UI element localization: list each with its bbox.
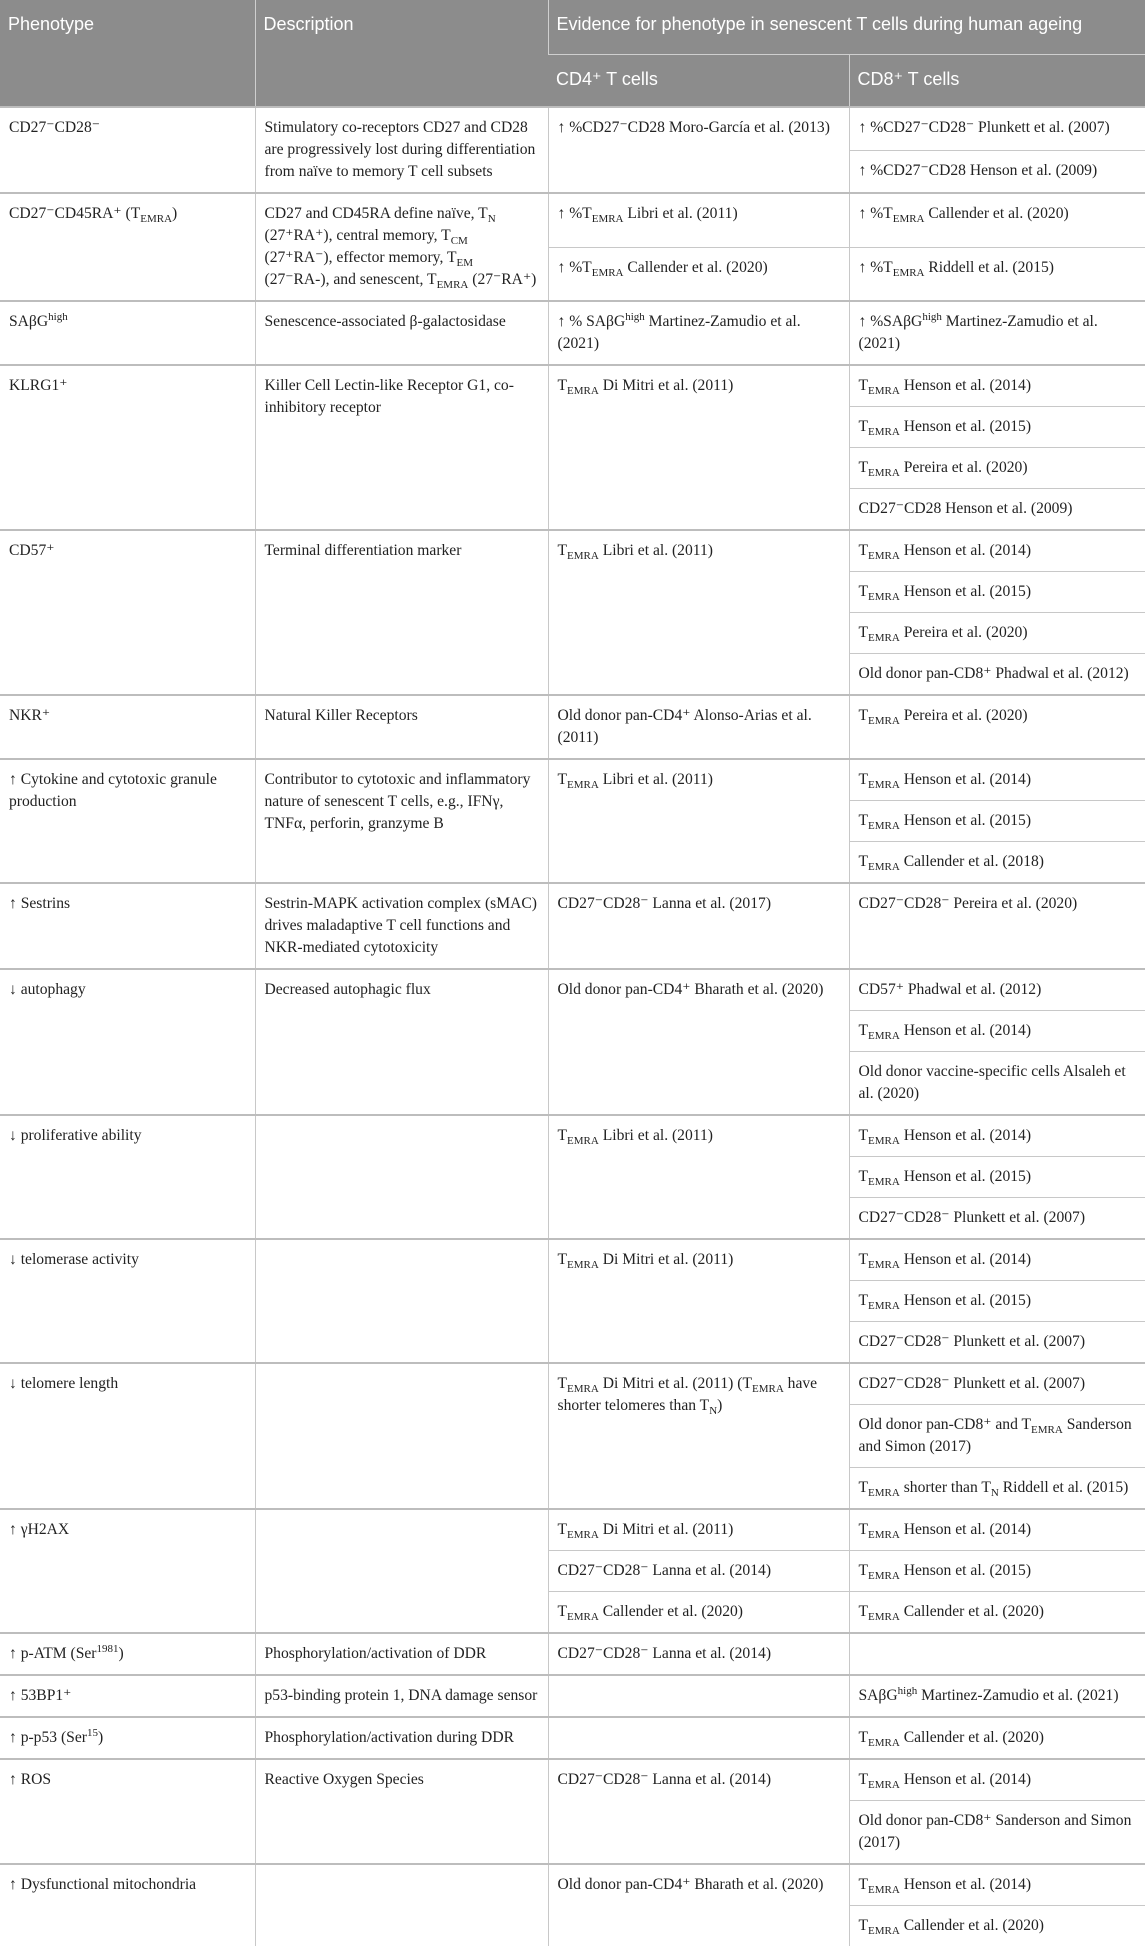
cd8-evidence-cell: $T_{EMRA}$ Henson et al. (2015) xyxy=(849,801,1145,842)
table-row xyxy=(0,1509,1145,1551)
header-phenotype: Phenotype xyxy=(0,0,255,107)
table-row xyxy=(0,1717,1145,1759)
description-cell: Stimulatory co-receptors CD27 and CD28 are progressively lost during differentiation from naïve to memory T cell subsets xyxy=(255,107,548,193)
cd8-evidence-cell: ↑ $\%T_{EMRA}$ Callender et al. (2020) xyxy=(849,193,1145,247)
description-cell: Decreased autophagic flux xyxy=(255,969,548,1115)
description-cell xyxy=(255,1239,548,1363)
cd4-evidence-cell: ↑ % SAβG$^{high}$ Martinez-Zamudio et al. (2021) xyxy=(548,301,849,365)
table-row xyxy=(0,1675,1145,1717)
description-cell: Contributor to cytotoxic and inflammatory nature of senescent T cells, e.g., IFNγ, TNFα, perforin, granzyme B xyxy=(255,759,548,883)
cd8-evidence-cell: $T_{EMRA}$ Pereira et al. (2020) xyxy=(849,695,1145,759)
phenotype-cell: ↑ Cytokine and cytotoxic granule production xyxy=(0,759,255,883)
phenotype-cell: NKR⁺ xyxy=(0,695,255,759)
description-cell: CD27 and CD45RA define naïve, $T_N$ (27⁺RA⁺), central memory, $T_{CM}$ (27⁺RA⁻), effector memory, $T_{EM}$ (27⁻RA-), and senescent, $T_{EMRA}$ (27⁻RA⁺) xyxy=(255,193,548,301)
description-cell: p53-binding protein 1, DNA damage sensor xyxy=(255,1675,548,1717)
phenotype-cell: ↑ p-p53 (Ser$^{15}$) xyxy=(0,1717,255,1759)
cd4-evidence-cell: $T_{EMRA}$ Di Mitri et al. (2011) xyxy=(548,365,849,530)
cd8-evidence-cell: $T_{EMRA}$ shorter than $T_N$ Riddell et al. (2015) xyxy=(849,1468,1145,1510)
cd8-evidence-cell: $T_{EMRA}$ Henson et al. (2014) xyxy=(849,1115,1145,1157)
cd8-evidence-cell: $T_{EMRA}$ Callender et al. (2020) xyxy=(849,1906,1145,1946)
cd8-evidence-cell: $T_{EMRA}$ Henson et al. (2014) xyxy=(849,1011,1145,1052)
description-cell: Natural Killer Receptors xyxy=(255,695,548,759)
cd8-evidence-cell: $T_{EMRA}$ Callender et al. (2020) xyxy=(849,1717,1145,1759)
description-cell: Phosphorylation/activation of DDR xyxy=(255,1633,548,1675)
phenotype-cell: ↓ autophagy xyxy=(0,969,255,1115)
cd4-evidence-cell: ↑ $\%T_{EMRA}$ Callender et al. (2020) xyxy=(548,247,849,301)
cd8-evidence-cell: Old donor pan-CD8⁺ Sanderson and Simon (2017) xyxy=(849,1801,1145,1865)
cd8-evidence-cell: CD27⁻CD28⁻ Plunkett et al. (2007) xyxy=(849,1322,1145,1364)
cd4-evidence-cell: $T_{EMRA}$ Di Mitri et al. (2011) xyxy=(548,1239,849,1363)
description-cell: Phosphorylation/activation during DDR xyxy=(255,1717,548,1759)
phenotype-cell: ↓ telomere length xyxy=(0,1363,255,1509)
table-row xyxy=(0,530,1145,572)
cd8-evidence-cell: $T_{EMRA}$ Henson et al. (2014) xyxy=(849,365,1145,407)
cd4-evidence-cell: CD27⁻CD28⁻ Lanna et al. (2014) xyxy=(548,1759,849,1864)
phenotype-cell: CD27⁻CD28⁻ xyxy=(0,107,255,193)
cd4-evidence-cell: $T_{EMRA}$ Libri et al. (2011) xyxy=(548,1115,849,1239)
cd8-evidence-cell: $T_{EMRA}$ Henson et al. (2014) xyxy=(849,1509,1145,1551)
phenotype-cell: CD27⁻CD45RA⁺ $(T_{EMRA})$ xyxy=(0,193,255,301)
cd8-evidence-cell xyxy=(849,1633,1145,1675)
cd4-evidence-cell xyxy=(548,1717,849,1759)
cd4-evidence-cell: Old donor pan-CD4⁺ Alonso-Arias et al. (2011) xyxy=(548,695,849,759)
cd4-evidence-cell: ↑ $\%T_{EMRA}$ Libri et al. (2011) xyxy=(548,193,849,247)
cd4-evidence-cell: ↑ %CD27⁻CD28 Moro-García et al. (2013) xyxy=(548,107,849,193)
cd8-evidence-cell: $T_{EMRA}$ Callender et al. (2018) xyxy=(849,842,1145,884)
phenotype-cell: ↑ p-ATM (Ser$^{1981}$) xyxy=(0,1633,255,1675)
cd4-evidence-cell: Old donor pan-CD4⁺ Bharath et al. (2020) xyxy=(548,969,849,1115)
table-row xyxy=(0,193,1145,247)
cd8-evidence-cell: $T_{EMRA}$ Callender et al. (2020) xyxy=(849,1592,1145,1634)
description-cell: Senescence-associated β-galactosidase xyxy=(255,301,548,365)
table-row xyxy=(0,883,1145,969)
table-row xyxy=(0,365,1145,407)
cd8-evidence-cell: CD27⁻CD28 Henson et al. (2009) xyxy=(849,489,1145,531)
cd8-evidence-cell: Old donor pan-CD8⁺ and $T_{EMRA}$ Sanderson and Simon (2017) xyxy=(849,1405,1145,1468)
cd8-evidence-cell: Old donor pan-CD8⁺ Phadwal et al. (2012) xyxy=(849,654,1145,696)
description-cell xyxy=(255,1864,548,1946)
description-cell xyxy=(255,1509,548,1633)
header-evidence: Evidence for phenotype in senescent T cells during human ageing xyxy=(548,0,1145,55)
cd8-evidence-cell: $T_{EMRA}$ Henson et al. (2015) xyxy=(849,1551,1145,1592)
phenotype-cell: CD57⁺ xyxy=(0,530,255,695)
table-row xyxy=(0,1864,1145,1906)
cd8-evidence-cell: ↑ %CD27⁻CD28 Henson et al. (2009) xyxy=(849,150,1145,193)
phenotype-cell: ↓ telomerase activity xyxy=(0,1239,255,1363)
cd4-evidence-cell xyxy=(548,1675,849,1717)
table-body xyxy=(0,107,1145,1946)
cd8-evidence-cell: $T_{EMRA}$ Pereira et al. (2020) xyxy=(849,613,1145,654)
table-row xyxy=(0,1363,1145,1405)
cd4-evidence-cell: CD27⁻CD28⁻ Lanna et al. (2017) xyxy=(548,883,849,969)
cd8-evidence-cell: $T_{EMRA}$ Henson et al. (2015) xyxy=(849,1281,1145,1322)
cd8-evidence-cell: $T_{EMRA}$ Henson et al. (2015) xyxy=(849,572,1145,613)
phenotype-cell: ↑ γH2AX xyxy=(0,1509,255,1633)
table-row xyxy=(0,759,1145,801)
cd8-evidence-cell: $T_{EMRA}$ Henson et al. (2014) xyxy=(849,1864,1145,1906)
cd4-evidence-cell: $T_{EMRA}$ Libri et al. (2011) xyxy=(548,759,849,883)
cd8-evidence-cell: CD27⁻CD28⁻ Pereira et al. (2020) xyxy=(849,883,1145,969)
cd8-evidence-cell: $T_{EMRA}$ Henson et al. (2015) xyxy=(849,407,1145,448)
cd4-evidence-cell: CD27⁻CD28⁻ Lanna et al. (2014) xyxy=(548,1633,849,1675)
cd4-evidence-cell: CD27⁻CD28⁻ Lanna et al. (2014) xyxy=(548,1551,849,1592)
cd8-evidence-cell: $T_{EMRA}$ Henson et al. (2014) xyxy=(849,1759,1145,1801)
cd8-evidence-cell: $T_{EMRA}$ Henson et al. (2015) xyxy=(849,1157,1145,1198)
cd4-evidence-cell: Old donor pan-CD4⁺ Bharath et al. (2020) xyxy=(548,1864,849,1946)
table-row xyxy=(0,695,1145,759)
table-row xyxy=(0,107,1145,150)
phenotype-cell: ↑ Sestrins xyxy=(0,883,255,969)
description-cell: Killer Cell Lectin-like Receptor G1, co-inhibitory receptor xyxy=(255,365,548,530)
description-cell: Reactive Oxygen Species xyxy=(255,1759,548,1864)
header-cd8: CD8⁺ T cells xyxy=(849,55,1145,108)
phenotype-cell: SAβG$^{high}$ xyxy=(0,301,255,365)
header-description: Description xyxy=(255,0,548,107)
phenotype-cell: KLRG1⁺ xyxy=(0,365,255,530)
cd8-evidence-cell: SAβG$^{high}$ Martinez-Zamudio et al. (2021) xyxy=(849,1675,1145,1717)
header-cd4: CD4⁺ T cells xyxy=(548,55,849,108)
phenotype-cell: ↑ Dysfunctional mitochondria xyxy=(0,1864,255,1946)
cd4-evidence-cell: $T_{EMRA}$ Di Mitri et al. (2011) xyxy=(548,1509,849,1551)
table-row xyxy=(0,1239,1145,1281)
table-header xyxy=(0,0,1145,107)
cd8-evidence-cell: Old donor vaccine-specific cells Alsaleh et al. (2020) xyxy=(849,1052,1145,1116)
table-row xyxy=(0,1115,1145,1157)
cd8-evidence-cell: ↑ %CD27⁻CD28⁻ Plunkett et al. (2007) xyxy=(849,107,1145,150)
cd8-evidence-cell: CD27⁻CD28⁻ Plunkett et al. (2007) xyxy=(849,1363,1145,1405)
cd4-evidence-cell: $T_{EMRA}$ Di Mitri et al. (2011) ($T_{EMRA}$ have shorter telomeres than $T_N$) xyxy=(548,1363,849,1509)
cd4-evidence-cell: $T_{EMRA}$ Callender et al. (2020) xyxy=(548,1592,849,1634)
phenotype-cell: ↑ ROS xyxy=(0,1759,255,1864)
table-row xyxy=(0,1759,1145,1801)
description-cell xyxy=(255,1363,548,1509)
cd8-evidence-cell: $T_{EMRA}$ Henson et al. (2014) xyxy=(849,1239,1145,1281)
description-cell xyxy=(255,1115,548,1239)
cd8-evidence-cell: ↑ $\%T_{EMRA}$ Riddell et al. (2015) xyxy=(849,247,1145,301)
phenotype-cell: ↓ proliferative ability xyxy=(0,1115,255,1239)
table-row xyxy=(0,301,1145,365)
cd8-evidence-cell: $T_{EMRA}$ Henson et al. (2014) xyxy=(849,759,1145,801)
description-cell: Sestrin-MAPK activation complex (sMAC) drives maladaptive T cell functions and NKR-mediated cytotoxicity xyxy=(255,883,548,969)
description-cell: Terminal differentiation marker xyxy=(255,530,548,695)
cd4-evidence-cell: $T_{EMRA}$ Libri et al. (2011) xyxy=(548,530,849,695)
cd8-evidence-cell: ↑ %SAβG$^{high}$ Martinez-Zamudio et al. (2021) xyxy=(849,301,1145,365)
phenotype-cell: ↑ 53BP1⁺ xyxy=(0,1675,255,1717)
table-row xyxy=(0,969,1145,1011)
cd8-evidence-cell: $T_{EMRA}$ Pereira et al. (2020) xyxy=(849,448,1145,489)
cd8-evidence-cell: CD27⁻CD28⁻ Plunkett et al. (2007) xyxy=(849,1198,1145,1240)
cd8-evidence-cell: $T_{EMRA}$ Henson et al. (2014) xyxy=(849,530,1145,572)
cd8-evidence-cell: CD57⁺ Phadwal et al. (2012) xyxy=(849,969,1145,1011)
table-row xyxy=(0,1633,1145,1675)
